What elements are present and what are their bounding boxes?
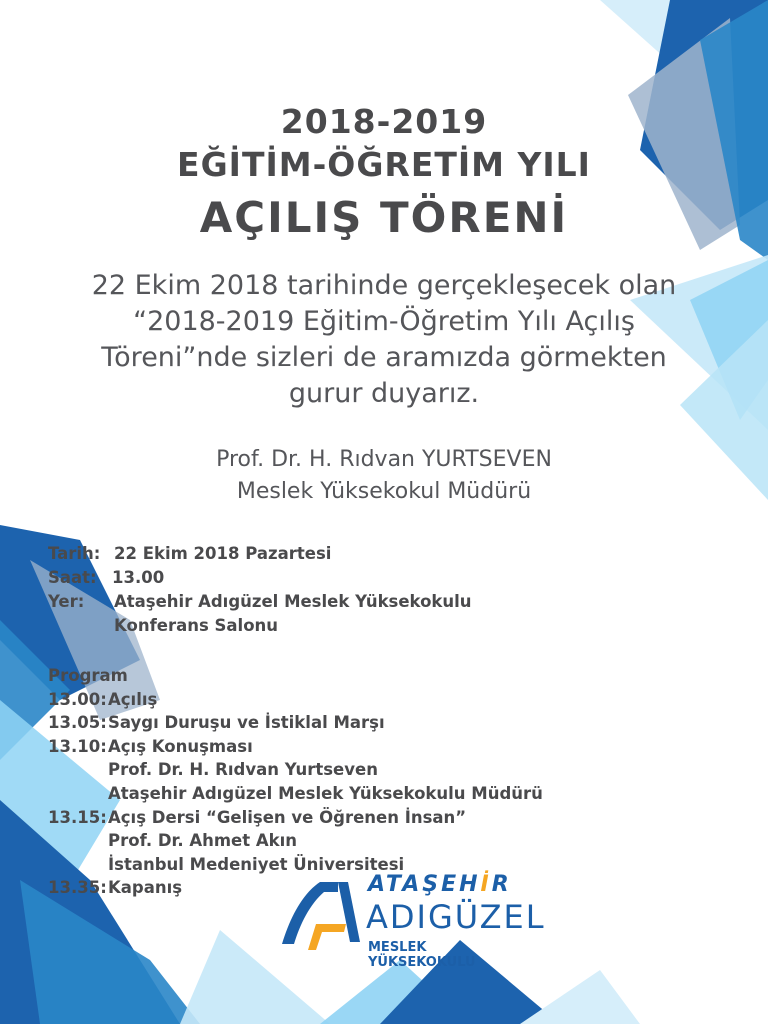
school-logo (276, 872, 546, 970)
invitation-text (60, 268, 708, 412)
invitation-line: Töreni”nde sizleri de aramızda görmekten (101, 342, 667, 373)
place-value-cont: Konferans Salonu (114, 616, 279, 635)
program-time: 13.35: (48, 878, 107, 898)
signature-title: Meslek Yüksekokul Müdürü (236, 479, 532, 504)
invitation-line: “2018-2019 Eğitim-Öğretim Yılı Açılış (133, 306, 635, 337)
program-text: Açılış (108, 689, 158, 709)
program-text: Prof. Dr. H. Rıdvan Yurtseven (108, 760, 378, 780)
program-time: 13.00: (48, 689, 107, 709)
program-text: Açış Konuşması (108, 736, 253, 756)
program-text: Prof. Dr. Ahmet Akın (108, 831, 298, 851)
program-text: Kapanış (108, 878, 183, 898)
date-value: 22 Ekim 2018 Pazartesi (114, 544, 332, 563)
logo-line2: ADIGÜZEL (366, 898, 546, 936)
program-time: 13.10: (48, 736, 107, 756)
signature-name: Prof. Dr. H. Rıdvan YURTSEVEN (216, 447, 552, 472)
title-ceremony: AÇILIŞ TÖRENİ (199, 193, 569, 242)
invitation-line: 22 Ekim 2018 tarihinde gerçekleşecek olan (91, 270, 677, 301)
signature-block (0, 444, 768, 508)
program-time: 13.15: (48, 807, 107, 827)
logo-line1-a: ATAŞEH (368, 872, 481, 897)
logo-line1-r: R (491, 872, 512, 897)
date-label: Tarih: (48, 544, 101, 563)
program-text: İstanbul Medeniyet Üniversitesi (108, 854, 405, 874)
program-heading-text: Program (48, 666, 128, 685)
logo-line3: MESLEK YÜKSEKOKULU (368, 940, 476, 970)
time-value: 13.00 (112, 568, 165, 587)
place-value: Ataşehir Adıgüzel Meslek Yüksekokulu (114, 592, 472, 611)
program-text: Ataşehir Adıgüzel Meslek Yüksekokulu Müdürü (108, 783, 543, 803)
stylized-a-logo-icon (276, 872, 366, 962)
program-text: Açış Dersi “Gelişen ve Öğrenen İnsan” (108, 807, 467, 827)
time-label: Saat: (48, 568, 97, 587)
logo-line1-i: İ (480, 872, 492, 897)
invitation-line: gurur duyarız. (288, 378, 480, 409)
program-text: Saygı Duruşu ve İstiklal Marşı (108, 713, 385, 733)
title-years: 2018-2019 (280, 102, 488, 141)
logo-line1 (368, 872, 512, 897)
place-label: Yer: (48, 592, 85, 611)
program-time: 13.05: (48, 713, 107, 733)
title-academic-year: EĞİTİM-ÖĞRETİM YILI (177, 145, 591, 184)
